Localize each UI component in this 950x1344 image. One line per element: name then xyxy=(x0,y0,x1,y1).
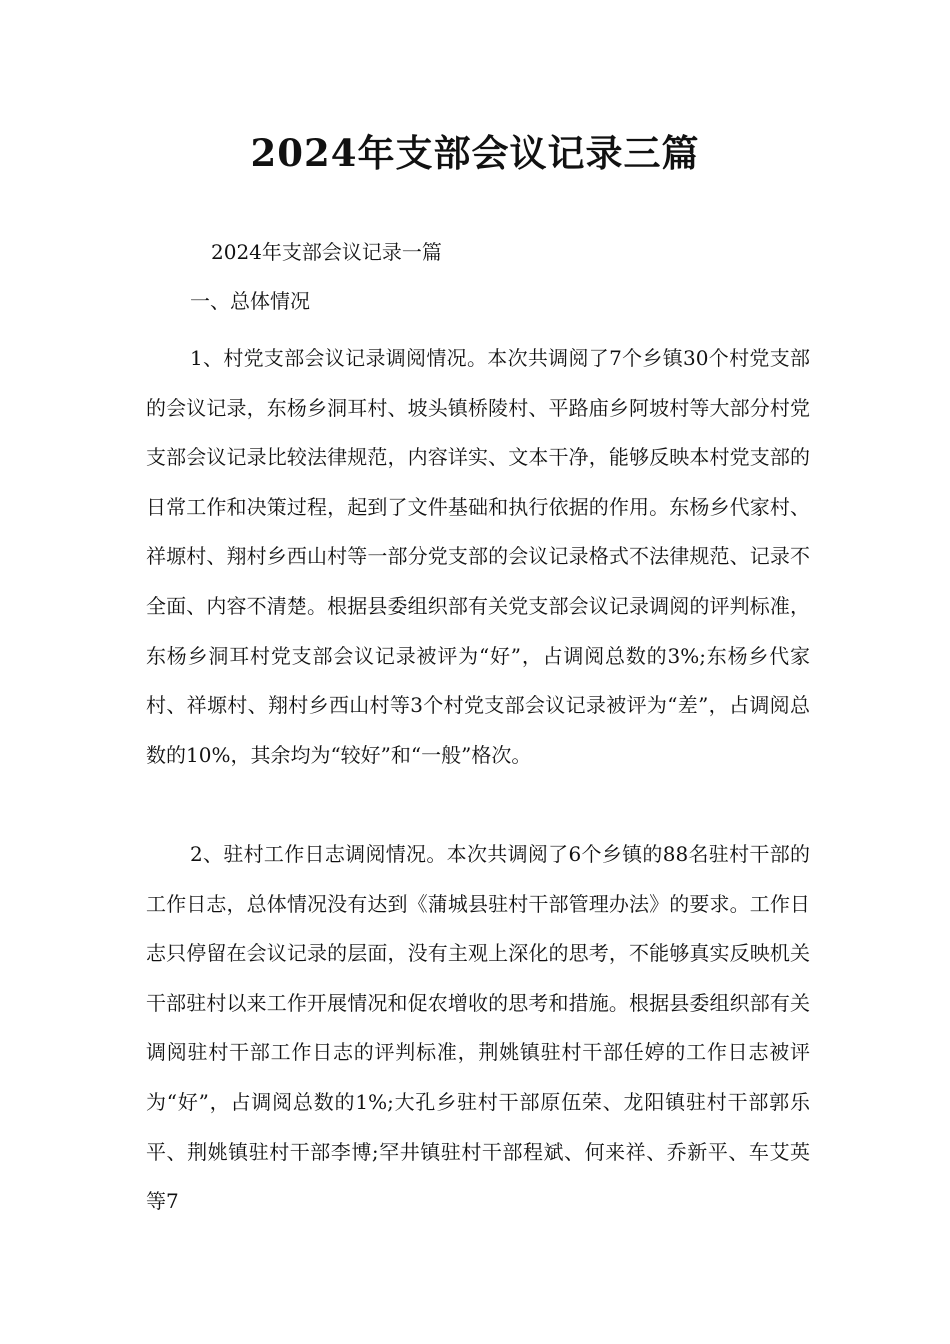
body-paragraph-container-2 xyxy=(146,830,810,1227)
body-paragraph-1: 1、村党支部会议记录调阅情况。本次共调阅了7个乡镇30个村党支部的会议记录，东杨乡洞耳村、坡头镇桥陵村、平路庙乡阿坡村等大部分村党支部会议记录比较法律规范，内容详实、文本干净，能够反映本村党支部的日常工作和决策过程，起到了文件基础和执行依据的作用。东杨乡代家村、祥塬村、翔村乡西山村等一部分党支部的会议记录格式不法律规范、记录不全面、内容不清楚。根据县委组织部有关党支部会议记录调阅的评判标准，东杨乡洞耳村党支部会议记录被评为“好”，占调阅总数的3%;东杨乡代家村、祥塬村、翔村乡西山村等3个村党支部会议记录被评为“差”，占调阅总数的10%，其余均为“较好”和“一般”格次。 xyxy=(146,346,810,767)
document-title: 2024年支部会议记录三篇 xyxy=(250,131,700,175)
section-heading: 一、总体情况 xyxy=(190,289,310,313)
body-paragraph-container-1 xyxy=(146,334,810,780)
document-subtitle: 2024年支部会议记录一篇 xyxy=(211,240,442,264)
body-paragraph-2: 2、驻村工作日志调阅情况。本次共调阅了6个乡镇的88名驻村干部的工作日志，总体情况没有达到《蒲城县驻村干部管理办法》的要求。工作日志只停留在会议记录的层面，没有主观上深化的思考，不能够真实反映机关干部驻村以来工作开展情况和促农增收的思考和措施。根据县委组织部有关调阅驻村干部工作日志的评判标准，荆姚镇驻村干部任婷的工作日志被评为“好”，占调阅总数的1%;大孔乡驻村干部原伍荣、龙阳镇驻村干部郭乐平、荆姚镇驻村干部李博;罕井镇驻村干部程斌、何来祥、乔新平、车艾英等7 xyxy=(146,842,810,1214)
